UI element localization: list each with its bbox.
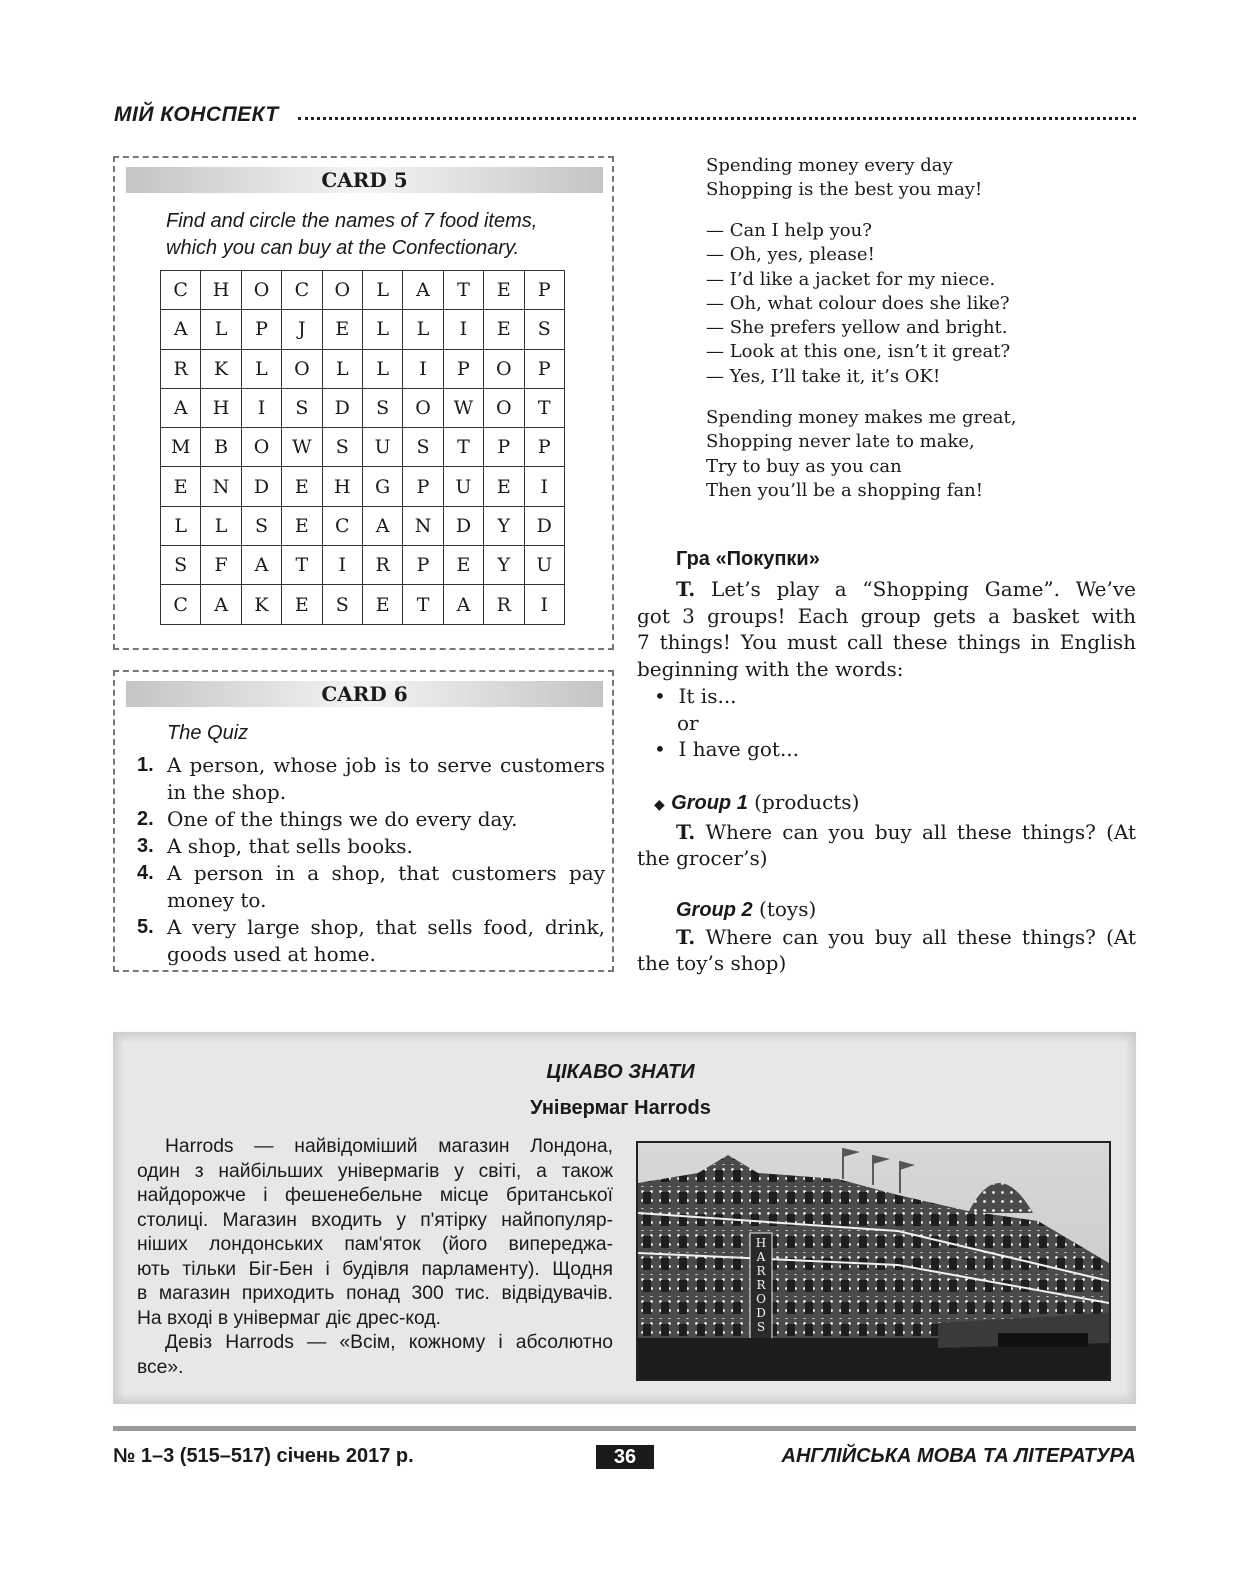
grid-cell[interactable]: S bbox=[241, 506, 281, 545]
grid-cell[interactable]: E bbox=[484, 310, 524, 349]
grid-cell[interactable]: E bbox=[282, 585, 322, 624]
poem-stanza-2 bbox=[706, 406, 1016, 503]
group-2 bbox=[637, 896, 1136, 977]
grid-cell[interactable]: L bbox=[322, 349, 362, 388]
poem-line: Then you’ll be a shopping fan! bbox=[706, 479, 983, 501]
group-1-question bbox=[637, 819, 1136, 846]
grid-cell[interactable]: S bbox=[322, 428, 362, 467]
question-text: the toy’s shop) bbox=[637, 951, 787, 976]
grid-cell[interactable]: C bbox=[322, 506, 362, 545]
quiz-item bbox=[137, 833, 605, 860]
grid-cell[interactable]: K bbox=[201, 349, 241, 388]
grid-cell[interactable]: I bbox=[524, 585, 564, 624]
grid-cell[interactable]: L bbox=[362, 349, 402, 388]
info-line: столиці. Магазин входить у п'ятірку найпопуляр- bbox=[137, 1209, 613, 1231]
grid-cell[interactable]: S bbox=[282, 388, 322, 427]
grid-cell[interactable]: A bbox=[443, 585, 483, 624]
card-6 bbox=[113, 670, 614, 972]
grid-cell[interactable]: H bbox=[201, 388, 241, 427]
harrods-photo bbox=[636, 1141, 1111, 1381]
grid-cell[interactable]: R bbox=[362, 546, 402, 585]
grid-cell[interactable]: S bbox=[524, 310, 564, 349]
journal-title: АНГЛІЙСЬКА МОВА ТА ЛІТЕРАТУРА bbox=[781, 1445, 1136, 1467]
group-1-heading bbox=[637, 789, 1136, 819]
group-2-heading bbox=[637, 896, 1136, 924]
game-intro-text: Let’s play a “Shopping Game”. We’ve bbox=[711, 577, 1137, 601]
bullet-item: • It is... bbox=[654, 683, 737, 708]
teacher-label: T. bbox=[676, 819, 696, 844]
grid-cell[interactable]: E bbox=[484, 467, 524, 506]
grid-cell[interactable]: L bbox=[362, 310, 402, 349]
grid-cell[interactable]: U bbox=[524, 546, 564, 585]
grid-cell[interactable]: E bbox=[484, 271, 524, 310]
group-desc: (products) bbox=[754, 790, 860, 814]
grid-cell[interactable]: L bbox=[201, 310, 241, 349]
grid-cell[interactable]: E bbox=[282, 506, 322, 545]
poem-line: — Look at this one, isn’t it great? bbox=[706, 341, 1011, 363]
grid-cell[interactable]: P bbox=[524, 428, 564, 467]
grid-row bbox=[161, 467, 565, 506]
grid-cell[interactable]: D bbox=[443, 506, 483, 545]
sign-letter: R bbox=[756, 1278, 766, 1292]
quiz-item bbox=[137, 860, 605, 914]
grid-cell[interactable]: N bbox=[403, 506, 443, 545]
poem-line: Spending money every day bbox=[706, 155, 953, 176]
grid-cell[interactable]: Y bbox=[484, 546, 524, 585]
group-2-question bbox=[637, 924, 1136, 951]
card-5-instruction bbox=[166, 208, 596, 262]
quiz-item-text: A shop, that sells books. bbox=[167, 834, 413, 858]
info-line: один з найбільших універмагів у світі, а також bbox=[137, 1160, 613, 1182]
grid-cell[interactable]: M bbox=[161, 428, 201, 467]
grid-cell[interactable]: T bbox=[443, 271, 483, 310]
or-text: or bbox=[677, 710, 699, 735]
grid-cell[interactable]: I bbox=[524, 467, 564, 506]
section-title: МІЙ КОНСПЕКТ bbox=[114, 103, 279, 126]
word-search-grid bbox=[160, 270, 565, 625]
sign-letter: O bbox=[756, 1292, 766, 1306]
game-intro-line: 7 things! You must call these things in English bbox=[637, 630, 1136, 655]
quiz-item-number: 4. bbox=[137, 862, 154, 884]
quiz-item-text: A very large shop, that sells food, drink, goods used at home. bbox=[167, 915, 605, 966]
grid-cell[interactable]: W bbox=[443, 388, 483, 427]
bullet-text: It is... bbox=[678, 683, 737, 708]
poem-line: — She prefers yellow and bright. bbox=[706, 317, 1008, 339]
info-line: Девіз Harrods — «Всім, кожному і абсолютно bbox=[165, 1332, 613, 1353]
instruction-line: which you can buy at the Confectionary. bbox=[166, 237, 520, 259]
grid-cell[interactable]: I bbox=[443, 310, 483, 349]
poem-line: Spending money makes me great, bbox=[706, 407, 1017, 428]
quiz-list bbox=[137, 752, 605, 968]
grid-cell[interactable]: C bbox=[161, 271, 201, 310]
grid-cell[interactable]: I bbox=[403, 349, 443, 388]
sign-letter: D bbox=[756, 1306, 766, 1320]
grid-cell[interactable]: P bbox=[484, 428, 524, 467]
grid-cell[interactable]: S bbox=[362, 388, 402, 427]
grid-cell[interactable]: I bbox=[241, 388, 281, 427]
grid-cell[interactable]: P bbox=[403, 546, 443, 585]
grid-cell[interactable]: S bbox=[161, 546, 201, 585]
grid-cell[interactable]: E bbox=[362, 585, 402, 624]
game-intro-line: got 3 groups! Each group gets a basket with bbox=[637, 603, 1136, 628]
grid-cell[interactable]: A bbox=[161, 310, 201, 349]
quiz-item-number: 1. bbox=[137, 754, 154, 776]
group-label: Group 2 bbox=[676, 899, 753, 921]
poem-dialogue bbox=[706, 219, 1010, 389]
question-text: the grocer’s) bbox=[637, 846, 768, 871]
quiz-heading: The Quiz bbox=[167, 722, 249, 744]
page-number: 36 bbox=[596, 1445, 654, 1469]
info-line: На вході в універмаг діє дрес-код. bbox=[137, 1307, 441, 1329]
footer-divider bbox=[113, 1426, 1136, 1431]
instruction-line: Find and circle the names of 7 food items, bbox=[166, 210, 538, 232]
info-subtitle: Універмаг Harrods bbox=[530, 1097, 711, 1119]
poem-line: Try to buy as you can bbox=[706, 455, 902, 477]
info-line: Harrods — найвідоміший магазин Лондона, bbox=[165, 1136, 613, 1157]
grid-cell[interactable]: R bbox=[484, 585, 524, 624]
quiz-item-number: 3. bbox=[137, 835, 154, 857]
grid-cell[interactable]: A bbox=[403, 271, 443, 310]
grid-cell[interactable]: T bbox=[524, 388, 564, 427]
grid-cell[interactable]: C bbox=[282, 271, 322, 310]
grid-cell[interactable]: D bbox=[524, 506, 564, 545]
info-line: найдорожче і фешенебельне місце британської bbox=[137, 1185, 613, 1206]
group-1 bbox=[637, 789, 1136, 872]
grid-cell[interactable]: H bbox=[322, 467, 362, 506]
grid-cell[interactable]: A bbox=[161, 388, 201, 427]
grid-cell[interactable]: E bbox=[443, 546, 483, 585]
quiz-item bbox=[137, 914, 605, 968]
grid-cell[interactable]: N bbox=[201, 467, 241, 506]
grid-row bbox=[161, 310, 565, 349]
info-paragraph bbox=[137, 1135, 613, 1380]
grid-cell[interactable]: G bbox=[362, 467, 402, 506]
card-5 bbox=[113, 156, 614, 650]
grid-cell[interactable]: I bbox=[322, 546, 362, 585]
poem-line: Shopping never late to make, bbox=[706, 431, 975, 453]
grid-cell[interactable]: A bbox=[362, 506, 402, 545]
grid-cell[interactable]: E bbox=[282, 467, 322, 506]
poem-line: — Can I help you? bbox=[706, 220, 872, 241]
grid-cell[interactable]: A bbox=[201, 585, 241, 624]
grid-row bbox=[161, 388, 565, 427]
grid-cell[interactable]: E bbox=[161, 467, 201, 506]
info-line: ніших лондонських пам'яток (його випереджа- bbox=[137, 1234, 613, 1255]
quiz-item-text: A person in a shop, that customers pay money to. bbox=[167, 861, 605, 912]
info-line: в магазин приходить понад 300 тис. відвідувачів. bbox=[137, 1283, 613, 1304]
grid-cell[interactable]: S bbox=[322, 585, 362, 624]
grid-cell[interactable]: E bbox=[322, 310, 362, 349]
sign-letter: R bbox=[756, 1264, 766, 1278]
grid-cell[interactable]: O bbox=[484, 349, 524, 388]
grid-row bbox=[161, 271, 565, 310]
quiz-item bbox=[137, 806, 605, 833]
grid-cell[interactable]: P bbox=[524, 271, 564, 310]
quiz-item bbox=[137, 752, 605, 806]
grid-cell[interactable]: P bbox=[241, 310, 281, 349]
sign-letter: H bbox=[755, 1236, 767, 1250]
grid-cell[interactable]: F bbox=[201, 546, 241, 585]
grid-cell[interactable]: K bbox=[241, 585, 281, 624]
poem-line: — Yes, I’ll take it, it’s OK! bbox=[706, 365, 941, 387]
poem-line: Shopping is the best you may! bbox=[706, 179, 983, 201]
grid-cell[interactable]: T bbox=[282, 546, 322, 585]
grid-cell[interactable]: S bbox=[403, 428, 443, 467]
grid-cell[interactable]: U bbox=[362, 428, 402, 467]
grid-cell[interactable]: D bbox=[241, 467, 281, 506]
poem-stanza-1 bbox=[706, 154, 982, 203]
question-text: Where can you buy all these things? (At bbox=[705, 819, 1136, 844]
grid-cell[interactable]: O bbox=[241, 428, 281, 467]
grid-cell[interactable]: O bbox=[484, 388, 524, 427]
quiz-item-number: 5. bbox=[137, 916, 154, 938]
grid-cell[interactable]: O bbox=[241, 271, 281, 310]
info-line: ють тільки Біг-Бен і будівля парламенту). Щодня bbox=[137, 1258, 613, 1280]
card-6-title: CARD 6 bbox=[126, 681, 603, 707]
info-line: все». bbox=[137, 1356, 184, 1378]
grid-cell[interactable]: L bbox=[201, 506, 241, 545]
grid-cell[interactable]: P bbox=[403, 467, 443, 506]
quiz-item-number: 2. bbox=[137, 808, 154, 830]
grid-row bbox=[161, 585, 565, 624]
game-heading: Гра «Покупки» bbox=[676, 548, 820, 570]
group-desc: (toys) bbox=[759, 897, 817, 921]
sign-letter: S bbox=[756, 1320, 766, 1334]
game-intro-line: beginning with the words: bbox=[637, 657, 904, 682]
grid-cell[interactable]: Y bbox=[484, 506, 524, 545]
question-text: Where can you buy all these things? (At bbox=[705, 924, 1136, 949]
grid-cell[interactable]: P bbox=[443, 349, 483, 388]
quiz-item-text: A person, whose job is to serve customers in the shop. bbox=[167, 753, 605, 804]
grid-row bbox=[161, 349, 565, 388]
poem-line: — Oh, what colour does she like? bbox=[706, 292, 1010, 314]
game-intro-line bbox=[637, 576, 1136, 603]
diamond-icon: ◆ bbox=[654, 797, 665, 813]
grid-cell[interactable]: O bbox=[403, 388, 443, 427]
grid-cell[interactable]: O bbox=[282, 349, 322, 388]
grid-cell[interactable]: B bbox=[201, 428, 241, 467]
card-5-title: CARD 5 bbox=[126, 167, 603, 193]
issue-info: № 1–3 (515–517) січень 2017 р. bbox=[113, 1445, 414, 1467]
grid-row bbox=[161, 428, 565, 467]
info-title: ЦІКАВО ЗНАТИ bbox=[546, 1061, 695, 1083]
grid-cell[interactable]: P bbox=[524, 349, 564, 388]
grid-cell[interactable]: D bbox=[322, 388, 362, 427]
grid-cell[interactable]: C bbox=[161, 585, 201, 624]
grid-cell[interactable]: L bbox=[403, 310, 443, 349]
grid-cell[interactable]: A bbox=[241, 546, 281, 585]
poem-line: — Oh, yes, please! bbox=[706, 244, 875, 266]
bullet-item: • I have got... bbox=[654, 737, 800, 762]
sign-letter: A bbox=[756, 1250, 766, 1264]
teacher-label: T. bbox=[676, 577, 696, 601]
grid-cell[interactable]: L bbox=[362, 271, 402, 310]
teacher-label: T. bbox=[676, 924, 696, 949]
grid-cell[interactable]: O bbox=[322, 271, 362, 310]
grid-cell[interactable]: L bbox=[161, 506, 201, 545]
poem-line: — I’d like a jacket for my niece. bbox=[706, 268, 996, 290]
grid-cell[interactable]: T bbox=[443, 428, 483, 467]
grid-row bbox=[161, 546, 565, 585]
grid-cell[interactable]: J bbox=[282, 310, 322, 349]
group-label: Group 1 bbox=[671, 792, 748, 814]
grid-cell[interactable]: L bbox=[241, 349, 281, 388]
harrods-sign bbox=[756, 1236, 767, 1334]
bullet-text: I have got... bbox=[678, 737, 800, 762]
quiz-item-text: One of the things we do every day. bbox=[167, 807, 518, 831]
grid-row bbox=[161, 506, 565, 545]
dotted-divider bbox=[298, 117, 1136, 120]
game-intro bbox=[637, 576, 1136, 763]
grid-cell[interactable]: W bbox=[282, 428, 322, 467]
grid-cell[interactable]: T bbox=[403, 585, 443, 624]
grid-cell[interactable]: U bbox=[443, 467, 483, 506]
grid-cell[interactable]: H bbox=[201, 271, 241, 310]
grid-cell[interactable]: R bbox=[161, 349, 201, 388]
